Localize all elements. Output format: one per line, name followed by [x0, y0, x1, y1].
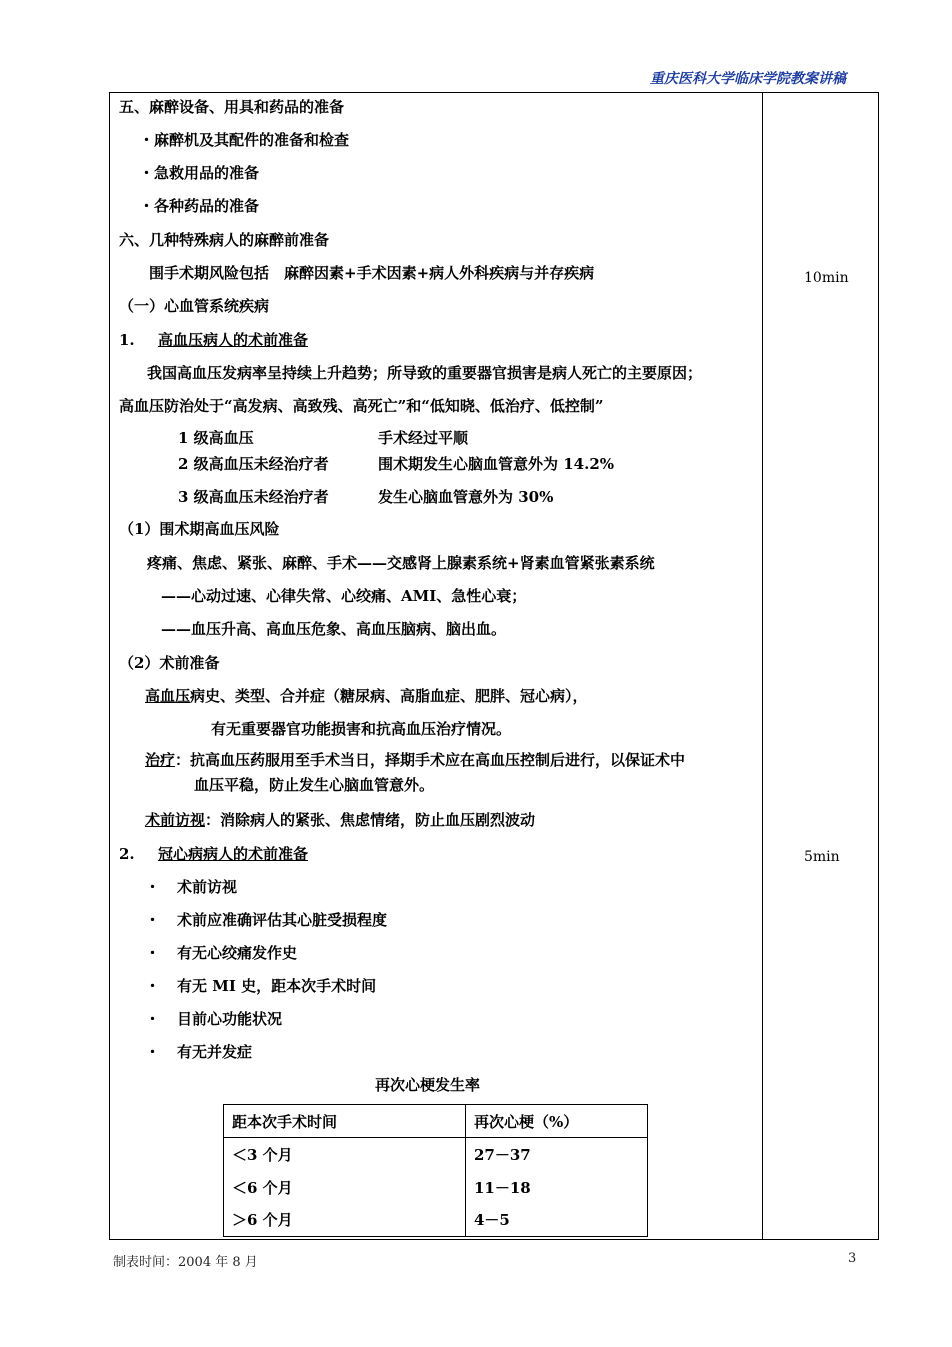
- text: 病史、类型、合并症（糖尿病、高脂血症、肥胖、冠心病），: [190, 687, 588, 705]
- table-cell: ＞6 个月: [224, 1204, 466, 1237]
- paragraph: 我国高血压发病率呈持续上升趋势；所导致的重要器官损害是病人死亡的主要原因；: [147, 364, 703, 382]
- item-title: 高血压病人的术前准备: [158, 331, 309, 349]
- grade-value: 发生心脑血管意外为 30%: [378, 488, 554, 506]
- subsection-heading: （2）术前准备: [119, 654, 220, 672]
- footer-date: 制表时间：2004 年 8 月: [113, 1255, 258, 1270]
- document-header: 重庆医科大学临床学院教案讲稿: [650, 71, 846, 87]
- grade-value: 手术经过平顺: [378, 429, 469, 447]
- list-item: ・各种药品的准备: [139, 197, 260, 215]
- paragraph: ——心动过速、心律失常、心绞痛、AMI、急性心衰；: [161, 587, 527, 605]
- list-item: 有无并发症: [177, 1043, 253, 1061]
- table-cell: ＜3 个月: [224, 1138, 466, 1171]
- paragraph: [145, 686, 588, 706]
- list-item: ・急救用品的准备: [139, 164, 260, 182]
- lesson-table: [109, 92, 879, 1240]
- table-header-cell: 距本次手术时间: [224, 1105, 466, 1138]
- table-header-row: [224, 1105, 648, 1138]
- table-caption: 再次心梗发生率: [375, 1076, 481, 1094]
- paragraph: [145, 750, 685, 770]
- time-allocation: 5min: [804, 849, 840, 865]
- section-five-heading: 五、麻醉设备、用具和药品的准备: [119, 98, 345, 116]
- underlined-term: 术前访视: [145, 811, 206, 829]
- reinfarction-table: [223, 1104, 648, 1237]
- paragraph: ——血压升高、高血压危象、高血压脑病、脑出血。: [161, 620, 507, 638]
- paragraph: 围手术期风险包括 麻醉因素+手术因素+病人外科疾病与并存疾病: [149, 264, 595, 282]
- table-cell: ＜6 个月: [224, 1171, 466, 1204]
- text: ：抗高血压药服用至手术当日，择期手术应在高血压控制后进行，以保证术中: [175, 751, 686, 769]
- table-row: [224, 1138, 648, 1171]
- grade-label: 3 级高血压未经治疗者: [178, 488, 329, 506]
- column-divider: [762, 93, 763, 1239]
- bullet-icon: ・: [145, 1010, 161, 1028]
- list-item: 术前访视: [177, 878, 238, 896]
- table-header-cell: 再次心梗（%）: [466, 1105, 648, 1138]
- table-cell: 11－18: [466, 1171, 648, 1204]
- text: ：消除病人的紧张、焦虑情绪，防止血压剧烈波动: [205, 811, 536, 829]
- grade-label: 1 级高血压: [178, 429, 254, 447]
- paragraph: 高血压防治处于“高发病、高致残、高死亡”和“低知晓、低治疗、低控制”: [119, 397, 604, 415]
- bullet-icon: ・: [145, 911, 161, 929]
- table-row: [224, 1204, 648, 1237]
- page-number: 3: [848, 1251, 857, 1266]
- bullet-icon: ・: [145, 944, 161, 962]
- grade-value: 围术期发生心脑血管意外为 14.2%: [378, 455, 615, 473]
- bullet-icon: ・: [145, 878, 161, 896]
- section-six-heading: 六、几种特殊病人的麻醉前准备: [119, 231, 330, 249]
- table-cell: 27－37: [466, 1138, 648, 1171]
- bullet-icon: ・: [145, 977, 161, 995]
- list-item: 术前应准确评估其心脏受损程度: [177, 911, 388, 929]
- bullet-icon: ・: [145, 1043, 161, 1061]
- underlined-term: 治疗: [145, 751, 176, 769]
- subsection-heading: （一）心血管系统疾病: [119, 297, 270, 315]
- list-item: 目前心功能状况: [177, 1010, 283, 1028]
- underlined-term: 高血压: [145, 687, 191, 705]
- item-title: 冠心病病人的术前准备: [158, 845, 309, 863]
- paragraph: 有无重要器官功能损害和抗高血压治疗情况。: [211, 720, 512, 738]
- table-row: [224, 1171, 648, 1204]
- grade-label: 2 级高血压未经治疗者: [178, 455, 329, 473]
- table-cell: 4－5: [466, 1204, 648, 1237]
- paragraph: 血压平稳，防止发生心脑血管意外。: [194, 776, 435, 794]
- time-allocation: 10min: [804, 270, 849, 286]
- item-number: 1.: [119, 331, 135, 349]
- item-number: 2.: [119, 845, 135, 863]
- paragraph: [145, 810, 535, 830]
- subsection-heading: （1）围术期高血压风险: [119, 520, 280, 538]
- list-item: 有无 MI 史，距本次手术时间: [177, 977, 377, 995]
- paragraph: 疼痛、焦虑、紧张、麻醉、手术——交感肾上腺素系统+肾素血管紧张素系统: [147, 554, 655, 572]
- list-item: 有无心绞痛发作史: [177, 944, 298, 962]
- list-item: ・麻醉机及其配件的准备和检查: [139, 131, 350, 149]
